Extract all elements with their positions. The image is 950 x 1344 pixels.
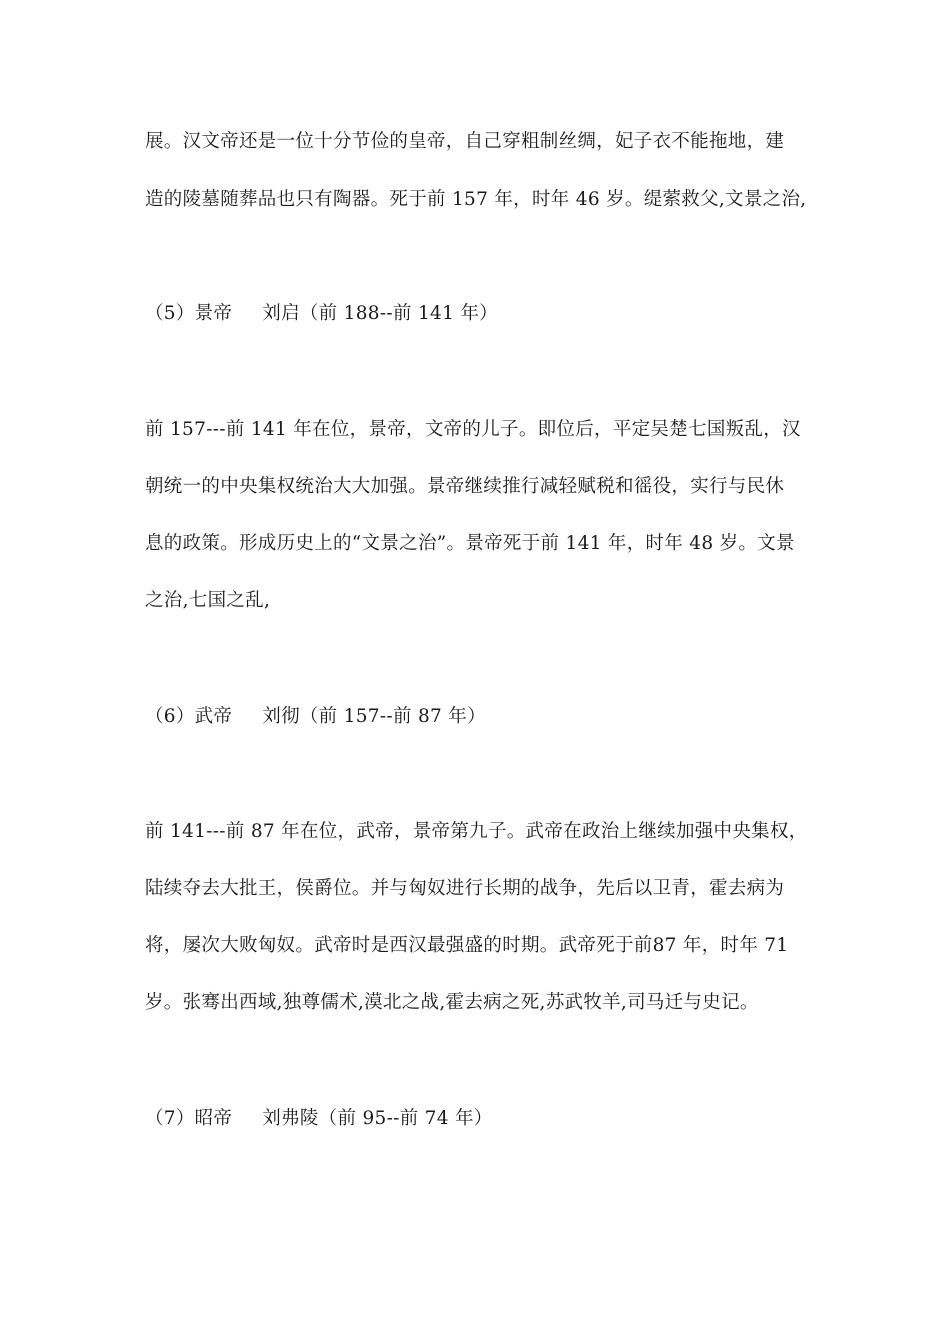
paragraph-line: 陆续夺去大批王，侯爵位。并与匈奴进行长期的战争，先后以卫青，霍去病为 xyxy=(145,878,785,899)
heading-title: 刘弗陵（前 95--前 74 年） xyxy=(262,1108,493,1129)
paragraph-line: 前 157---前 141 年在位，景帝，文帝的儿子。即位后，平定吴楚七国叛乱，汉 xyxy=(145,419,801,440)
section-heading-5 xyxy=(145,302,498,326)
section-heading-7 xyxy=(145,1107,493,1131)
paragraph-line: 朝统一的中央集权统治大大加强。景帝继续推行减轻赋税和徭役，实行与民休 xyxy=(145,476,785,497)
section-heading-6 xyxy=(145,705,486,729)
paragraph-line: 岁。张骞出西域,独尊儒术,漠北之战,霍去病之死,苏武牧羊,司马迁与史记。 xyxy=(145,992,759,1013)
heading-number: （6）武帝 xyxy=(145,706,233,727)
paragraph-line: 造的陵墓随葬品也只有陶器。死于前 157 年，时年 46 岁。缇萦救父,文景之治, xyxy=(145,189,807,210)
heading-title: 刘启（前 188--前 141 年） xyxy=(262,303,498,324)
heading-title: 刘彻（前 157--前 87 年） xyxy=(262,706,486,727)
heading-number: （5）景帝 xyxy=(145,303,233,324)
paragraph-line: 之治,七国之乱, xyxy=(145,590,271,611)
paragraph-line: 息的政策。形成历史上的“文景之治”。景帝死于前 141 年，时年 48 岁。文景 xyxy=(145,533,795,554)
paragraph-line: 前 141---前 87 年在位，武帝，景帝第九子。武帝在政治上继续加强中央集权， xyxy=(145,821,808,842)
heading-number: （7）昭帝 xyxy=(145,1108,233,1129)
paragraph-line: 将，屡次大败匈奴。武帝时是西汉最强盛的时期。武帝死于前87 年，时年 71 xyxy=(145,935,789,956)
paragraph-line: 展。汉文帝还是一位十分节俭的皇帝，自己穿粗制丝绸，妃子衣不能拖地，建 xyxy=(145,131,785,152)
